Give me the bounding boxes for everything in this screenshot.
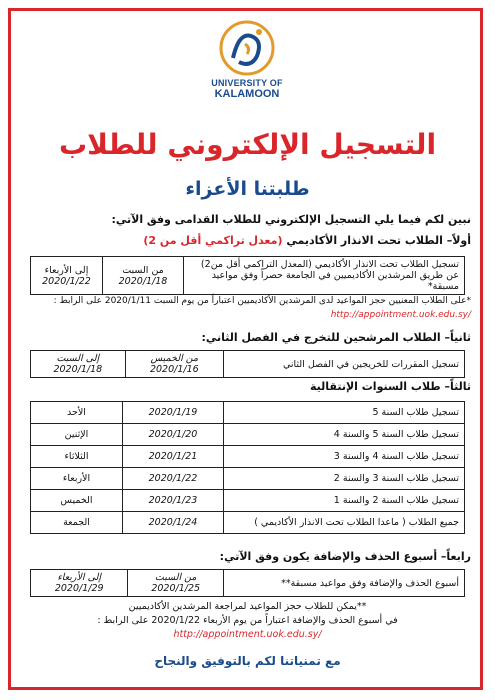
section3-date: 2020/1/20 (123, 424, 224, 446)
table-row (31, 424, 465, 446)
section4-table (30, 569, 465, 597)
section1-from-date: 2020/1/18 (118, 275, 168, 287)
table-row (31, 512, 465, 534)
section1-desc: تسجيل الطلاب تحت الانذار الأكاديمي (المعدل التراكمي أقل من2) عن طريق المرشدين الأكاديميين في الجامعة حصراً وفق مواعيد مسبقة* (184, 257, 465, 295)
section4-desc: أسبوع الحذف والإضافة وفق مواعيد مسبقة** (224, 570, 465, 597)
section3-desc: تسجيل طلاب السنة 5 (224, 402, 465, 424)
section3-desc: تسجيل طلاب السنة 4 والسنة 3 (224, 446, 465, 468)
section3-table (30, 401, 465, 534)
closing-text: مع تمنياتنا لكم بالتوفيق والنجاح (154, 654, 341, 668)
section1-from (103, 257, 184, 295)
intro-text: نبين لكم فيما يلي التسجيل الإلكتروني للطلاب القدامى وفق الآتي: (111, 213, 471, 226)
section3-day: الجمعة (31, 512, 123, 534)
section1-to-label: إلى الأربعاء (44, 264, 89, 276)
section1-note: *على الطلاب المعنيين حجز المواعيد لدى المرشدين الأكاديميين اعتباراً من يوم السبت 2020/1/11 على الرابط : (53, 296, 471, 306)
section3-day: الثلاثاء (31, 446, 123, 468)
table-row (31, 570, 465, 597)
section3-day: الأربعاء (31, 468, 123, 490)
page-title: التسجيل الإلكتروني للطلاب (58, 128, 437, 161)
note2-link[interactable]: http://appointment.uok.edu.sy/ (173, 629, 322, 640)
section1-heading-text: أولاً– الطلاب تحت الانذار الأكاديمي (286, 234, 471, 247)
section2-desc: تسجيل المقررات للخريجين في الفصل الثاني (224, 351, 465, 378)
section3-desc: تسجيل طلاب السنة 5 والسنة 4 (224, 424, 465, 446)
section3-date: 2020/1/24 (123, 512, 224, 534)
section1-to (31, 257, 103, 295)
section3-day: الأحد (31, 402, 123, 424)
table-row (31, 468, 465, 490)
section3-date: 2020/1/21 (123, 446, 224, 468)
section3-day: الإثنين (31, 424, 123, 446)
section2-table (30, 350, 465, 378)
note2-line1: **يمكن للطلاب حجز المواعيد لمراجعة المرشدين الأكاديميين (128, 601, 367, 612)
logo-university-text: UNIVERSITY OF (211, 78, 283, 88)
note2-line2: في أسبوع الحذف والإضافة اعتباراً من يوم الأربعاء 2020/1/22 على الرابط : (97, 615, 398, 626)
table-row (31, 490, 465, 512)
section1-table (30, 256, 465, 295)
section3-date: 2020/1/22 (123, 468, 224, 490)
section3-desc: تسجيل طلاب السنة 2 والسنة 1 (224, 490, 465, 512)
table-row (31, 257, 465, 295)
section1-heading-note: (معدل تراكمي أقل من 2) (143, 234, 283, 247)
section3-desc: تسجيل طلاب السنة 3 والسنة 2 (224, 468, 465, 490)
section2-heading: ثانياً– الطلاب المرشحين للتخرج في الفصل الثاني: (201, 331, 471, 344)
section3-desc: جميع الطلاب ( ماعدا الطلاب تحت الانذار الأكاديمي ) (224, 512, 465, 534)
section1-from-label: من السبت (122, 264, 164, 276)
page-subtitle: طلبتنا الأعزاء (185, 178, 310, 200)
table-row (31, 351, 465, 378)
logo-emblem-icon (217, 18, 277, 78)
section4-to: إلى الأربعاء 2020/1/29 (31, 570, 128, 597)
section4-heading: رابعاً– أسبوع الحذف والإضافة يكون وفق الآتي: (219, 550, 471, 563)
logo-kalamoon-text: KALAMOON (214, 88, 280, 100)
section2-to: إلى السبت 2020/1/18 (31, 351, 126, 378)
section3-heading: ثالثاً– طلاب السنوات الإنتقالية (310, 380, 471, 393)
section1-link[interactable]: http://appointment.uok.edu.sy/ (330, 310, 471, 320)
university-logo (192, 18, 302, 106)
section3-date: 2020/1/23 (123, 490, 224, 512)
section1-to-date: 2020/1/22 (42, 275, 91, 287)
section3-date: 2020/1/19 (123, 402, 224, 424)
section2-from: من الخميس 2020/1/16 (125, 351, 223, 378)
table-row (31, 402, 465, 424)
section4-from: من السبت 2020/1/25 (128, 570, 224, 597)
table-row (31, 446, 465, 468)
section3-day: الخميس (31, 490, 123, 512)
section1-heading (24, 234, 471, 247)
